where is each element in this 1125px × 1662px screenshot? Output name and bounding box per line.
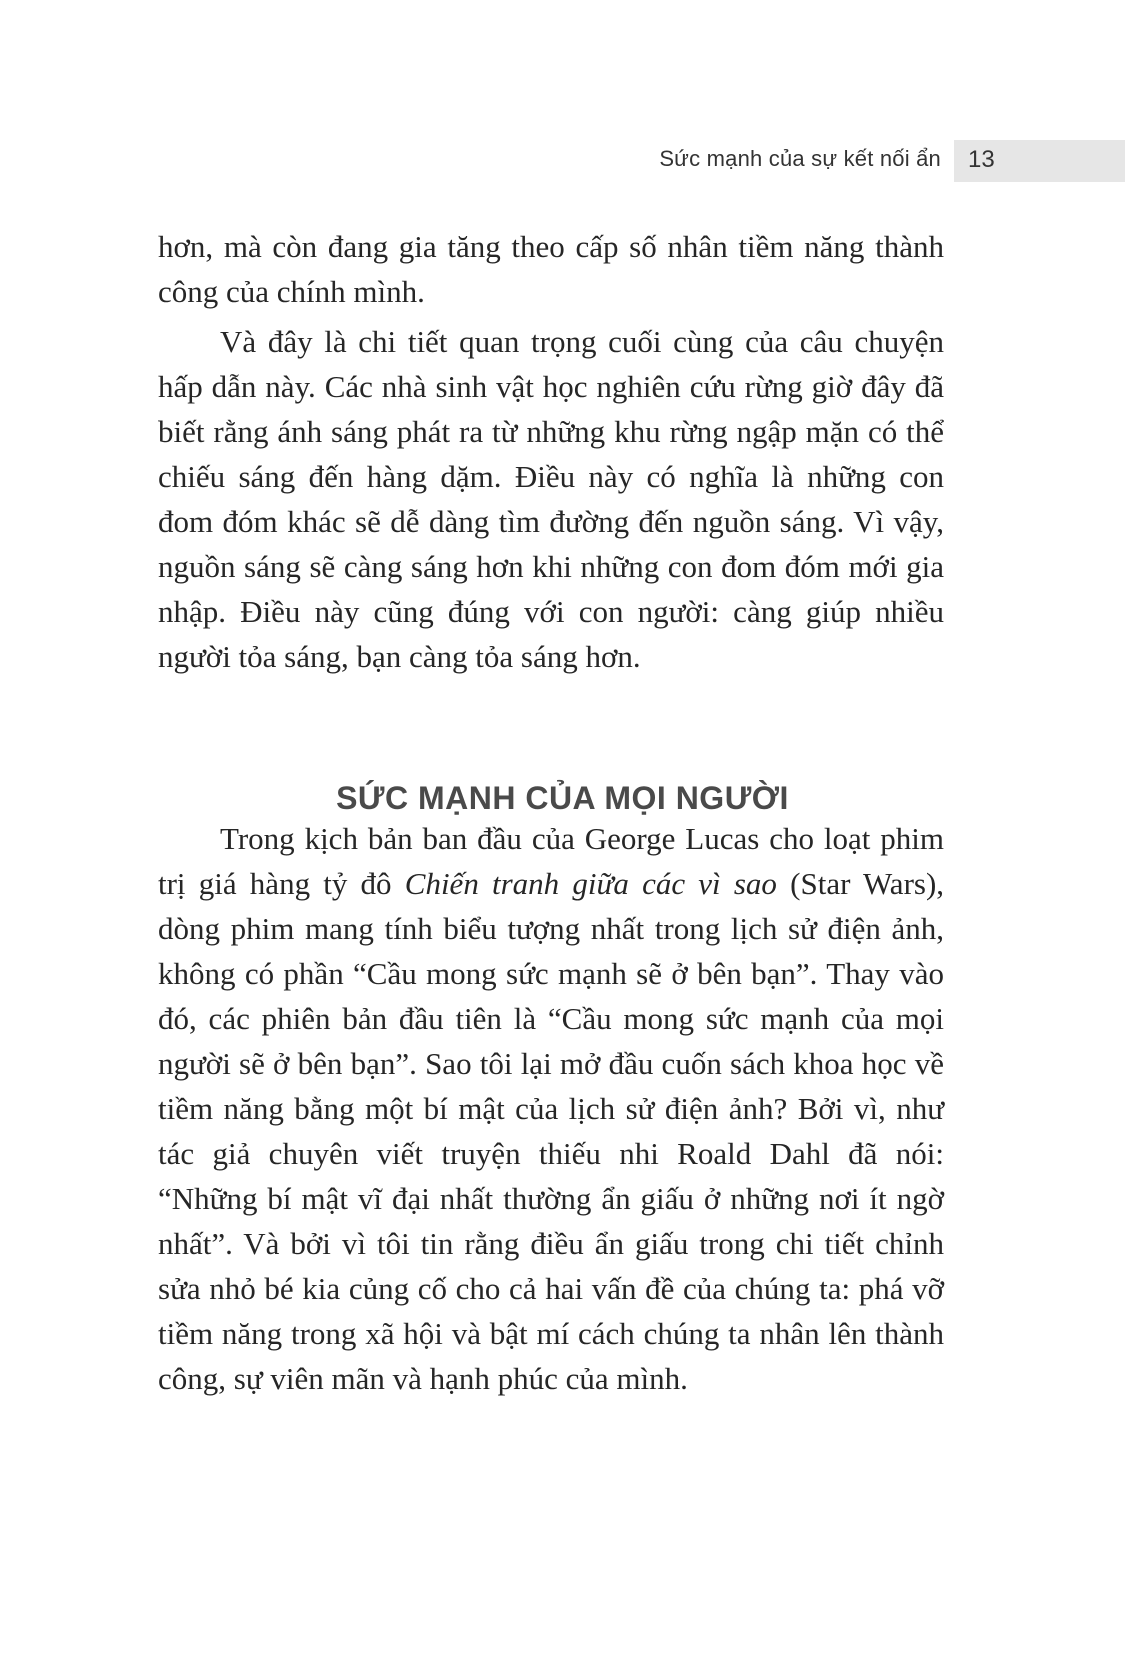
page-number-box (954, 140, 1125, 182)
paragraph-fireflies: Và đây là chi tiết quan trọng cuối cùng của câu chuyện hấp dẫn này. Các nhà sinh vật học nghiên cứu rừng giờ đây đã biết rằng ánh sáng phát ra từ những khu rừng ngập mặn có thể chiếu sáng đến hàng dặm. Điều này có nghĩa là những con đom đóm khác sẽ dễ dàng tìm đường đến nguồn sáng. Vì vậy, nguồn sáng sẽ càng sáng hơn khi những con đom đóm mới gia nhập. Điều này cũng đúng với con người: càng giúp nhiều người tỏa sáng, bạn càng tỏa sáng hơn. (158, 324, 944, 674)
running-title: Sức mạnh của sự kết nối ẩn (659, 146, 941, 171)
paragraph-star-wars-rest: (Star Wars), dòng phim mang tính biểu tượng nhất trong lịch sử điện ảnh, không có phần “Cầu mong sức mạnh sẽ ở bên bạn”. Thay vào đó, các phiên bản đầu tiên là “Cầu mong sức mạnh của mọi người sẽ ở bên bạn”. Sao tôi lại mở đầu cuốn sách khoa học về tiềm năng bằng một bí mật của lịch sử điện ảnh? Bởi vì, như tác giả chuyên viết truyện thiếu nhi Roald Dahl đã nói: “Những bí mật vĩ đại nhất thường ẩn giấu ở những nơi ít ngờ nhất”. Và bởi vì tôi tin rằng điều ẩn giấu trong chi tiết chỉnh sửa nhỏ bé kia củng cố cho cả hai vấn đề của chúng ta: phá vỡ tiềm năng trong xã hội và bật mí cách chúng ta nhân lên thành công, sự viên mãn và hạnh phúc của mình. (158, 866, 945, 1396)
running-header (0, 140, 1125, 184)
page-number: 13 (968, 146, 995, 173)
film-title: Chiến tranh giữa các vì sao (404, 866, 777, 901)
paragraph-star-wars (158, 816, 944, 1401)
section-heading: SỨC MẠNH CỦA MỌI NGƯỜI (336, 780, 789, 816)
paragraph-star-wars-start: Trong kịch bản ban đầu của George Lucas cho loạt phim trị giá hàng tỷ đô (158, 821, 944, 901)
paragraph-continuation: hơn, mà còn đang gia tăng theo cấp số nhân tiềm năng thành công của chính mình. (158, 229, 944, 309)
